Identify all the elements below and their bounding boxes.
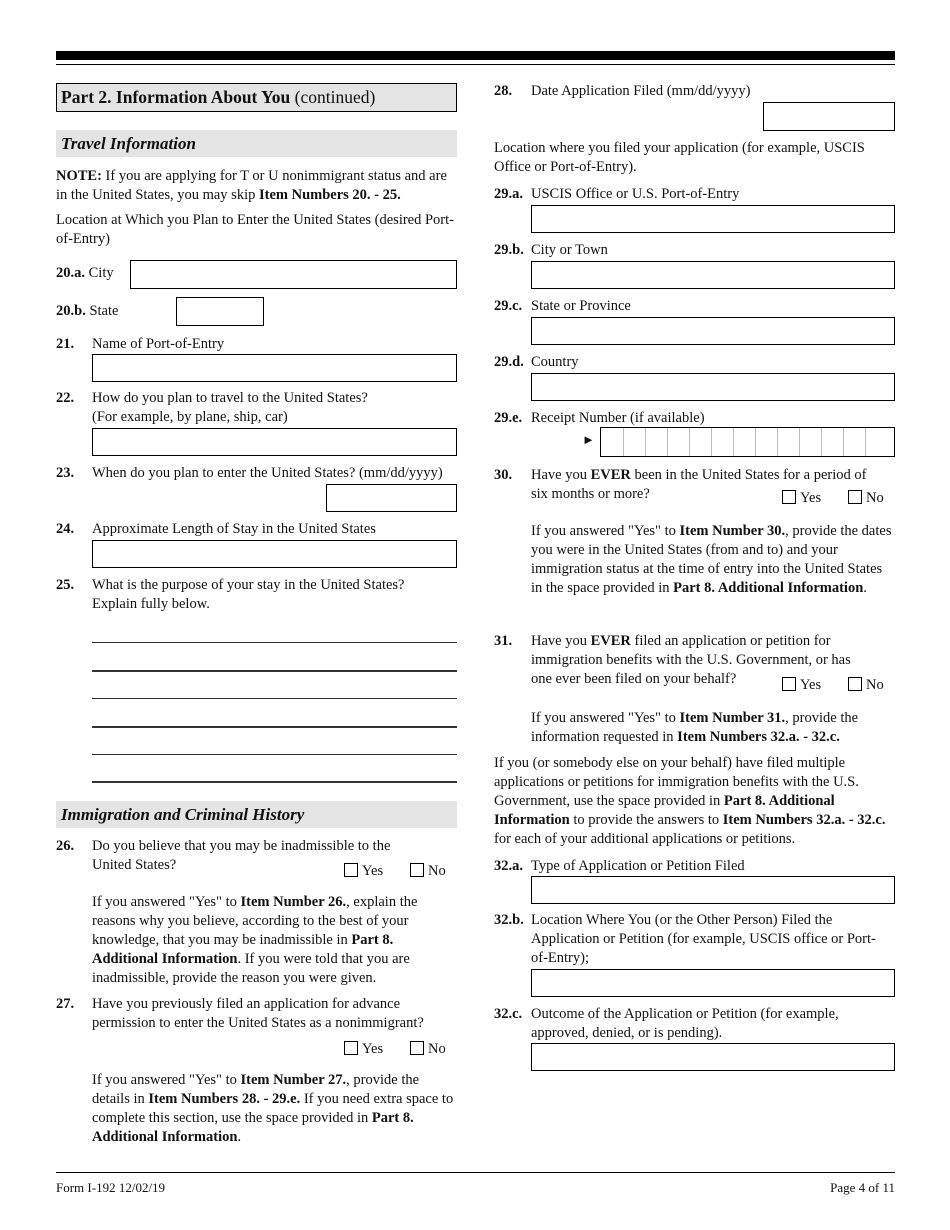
- application-type-input[interactable]: [531, 876, 895, 904]
- multiple-c: to provide the answers to: [569, 812, 723, 828]
- header-rule-thick: [56, 51, 895, 60]
- travel-method-input[interactable]: [92, 428, 457, 456]
- q26-expl-b: Item Number 26.: [240, 894, 347, 910]
- q20a-label: [56, 264, 114, 283]
- q30-label-a: Have you: [531, 467, 591, 483]
- location-intro: Location at Which you Plan to Enter the United States (desired Port-of-Entry): [56, 212, 454, 247]
- q27-no-option[interactable]: [410, 1040, 446, 1059]
- note-items: Item Numbers 20. - 25.: [258, 187, 401, 203]
- q30-expl-c: , provide the dates you were in the United States (from and to) and your immigration status at the time of entry into the United States in the space provided in: [531, 523, 892, 596]
- q29e-num: 29.e.: [494, 410, 523, 426]
- form-id: Form I-192 12/02/19: [56, 1180, 166, 1195]
- port-of-entry-input[interactable]: [92, 354, 457, 382]
- city-or-town-input[interactable]: [531, 261, 895, 289]
- q30-yes-option[interactable]: [782, 489, 821, 508]
- q27-yes-label: Yes: [362, 1041, 384, 1057]
- q26-no-option[interactable]: [410, 862, 446, 881]
- q29a-label: USCIS Office or U.S. Port-of-Entry: [531, 186, 740, 202]
- note-paragraph: [56, 167, 460, 205]
- q26-expl-e: . If you were told that you are inadmissible, provide the reason you were given.: [92, 951, 410, 986]
- part-title-bold: Part 2. Information About You: [61, 87, 291, 107]
- q26-num: 26.: [56, 838, 75, 854]
- q31-no-option[interactable]: [848, 676, 884, 695]
- q26-label: Do you believe that you may be inadmissible to the: [92, 838, 391, 854]
- q30-no-option[interactable]: [848, 489, 884, 508]
- q31-yes-checkbox[interactable]: [782, 677, 796, 691]
- q20b-num: 20.b.: [56, 303, 86, 319]
- receipt-cell-divider: [645, 428, 646, 456]
- receipt-arrow-icon: ►: [582, 432, 595, 447]
- q32c-label: Outcome of the Application or Petition (for example, approved, denied, or is pending).: [531, 1006, 839, 1041]
- q26-explanation: [92, 893, 454, 988]
- q30-explanation: [531, 522, 893, 598]
- q31-label-c: filed an application or petition for: [630, 633, 831, 649]
- country-input[interactable]: [531, 373, 895, 401]
- q27-expl-d: Item Numbers 28. - 29.e.: [148, 1091, 301, 1107]
- q25-num: 25.: [56, 577, 75, 593]
- filing-location-input[interactable]: [531, 969, 895, 997]
- note-label: NOTE:: [56, 168, 102, 184]
- q29a-num: 29.a.: [494, 186, 523, 202]
- q31-yes-label: Yes: [800, 677, 822, 693]
- q27-yes-checkbox[interactable]: [344, 1041, 358, 1055]
- q31-expl-c: , provide the information requested in: [531, 710, 859, 745]
- receipt-cell-divider: [733, 428, 734, 456]
- q30-expl-b: Item Number 30.: [679, 523, 786, 539]
- application-date-input[interactable]: [763, 102, 895, 131]
- q30-label-2: six months or more?: [531, 486, 650, 502]
- q31-yes-option[interactable]: [782, 676, 821, 695]
- q20a-text: City: [88, 265, 114, 281]
- q21-label: Name of Port-of-Entry: [92, 336, 225, 352]
- receipt-cell-divider: [689, 428, 690, 456]
- q31-label-a: Have you: [531, 633, 591, 649]
- q30-num: 30.: [494, 467, 513, 483]
- q32a-label: Type of Application or Petition Filed: [531, 858, 745, 874]
- entry-date-input[interactable]: [326, 484, 457, 512]
- q22-label-2: (For example, by plane, ship, car): [92, 409, 288, 425]
- q29b-label: City or Town: [531, 242, 608, 258]
- q29d-num: 29.d.: [494, 354, 524, 370]
- multiple-a: If you (or somebody else on your behalf) have filed multiple applications or petitions for immigration benefits with the U.S. Government, use the space provided in: [494, 755, 859, 809]
- application-outcome-input[interactable]: [531, 1043, 895, 1071]
- length-of-stay-input[interactable]: [92, 540, 457, 568]
- q27-expl-g: .: [237, 1129, 242, 1145]
- receipt-number-input[interactable]: [600, 427, 895, 457]
- q26-yes-option[interactable]: [344, 862, 383, 881]
- location-filed-intro: Location where you filed your application (for example, USCIS Office or Port-of-Entry).: [494, 140, 865, 175]
- q22-label: How do you plan to travel to the United States?: [92, 390, 368, 406]
- q30-yes-label: Yes: [800, 490, 822, 506]
- q31-expl-d: Item Numbers 32.a. - 32.c.: [677, 729, 840, 745]
- q27-label: Have you previously filed an application for advance: [92, 996, 401, 1012]
- section-travel-information: Travel Information: [56, 130, 457, 157]
- q26-no-checkbox[interactable]: [410, 863, 424, 877]
- q27-num: 27.: [56, 996, 75, 1012]
- q29c-label: State or Province: [531, 298, 631, 314]
- receipt-cell-divider: [821, 428, 822, 456]
- header-rule-thin: [56, 64, 895, 65]
- q30-no-checkbox[interactable]: [848, 490, 862, 504]
- q28-num: 28.: [494, 83, 513, 99]
- receipt-cell-divider: [623, 428, 624, 456]
- section-immigration-criminal-history: Immigration and Criminal History: [56, 801, 457, 828]
- q32b-num: 32.b.: [494, 912, 524, 928]
- q27-no-checkbox[interactable]: [410, 1041, 424, 1055]
- q31-label: [531, 632, 895, 651]
- q30-no-label: No: [866, 490, 884, 506]
- purpose-line-4[interactable]: [92, 726, 457, 728]
- purpose-line-6[interactable]: [92, 781, 457, 783]
- purpose-line-2[interactable]: [92, 670, 457, 672]
- q26-expl-a: If you answered "Yes" to: [92, 894, 241, 910]
- q29b-num: 29.b.: [494, 242, 524, 258]
- q31-expl-b: Item Number 31.: [679, 710, 786, 726]
- multiple-b: Part 8. Additional Information: [494, 793, 835, 828]
- q24-label: Approximate Length of Stay in the United States: [92, 521, 376, 537]
- receipt-cell-divider: [755, 428, 756, 456]
- q20b-label: [56, 302, 118, 321]
- q25-label: What is the purpose of your stay in the United States?: [92, 577, 405, 593]
- q27-label-2: permission to enter the United States as a nonimmigrant?: [92, 1015, 424, 1031]
- q31-no-checkbox[interactable]: [848, 677, 862, 691]
- uscis-office-input[interactable]: [531, 205, 895, 233]
- q26-yes-label: Yes: [362, 863, 384, 879]
- footer-rule: [56, 1172, 895, 1173]
- q31-label-2: immigration benefits with the U.S. Government, or has: [531, 652, 851, 668]
- q31-label-3: one ever been filed on your behalf?: [531, 671, 737, 687]
- q28-label: Date Application Filed (mm/dd/yyyy): [531, 83, 751, 99]
- q26-yes-checkbox[interactable]: [344, 863, 358, 877]
- receipt-cell-divider: [777, 428, 778, 456]
- q30-label-ever: EVER: [590, 467, 631, 483]
- receipt-cell-divider: [711, 428, 712, 456]
- q32b-label: Location Where You (or the Other Person) Filed the Application or Petition (for example, USCIS office or Port-of-Entry);: [531, 912, 876, 966]
- page-number: Page 4 of 11: [830, 1180, 895, 1195]
- multiple-e: for each of your additional applications or petitions.: [494, 831, 796, 847]
- q26-expl-d: Part 8. Additional Information: [92, 932, 394, 967]
- q32c-num: 32.c.: [494, 1006, 523, 1022]
- purpose-line-1[interactable]: [92, 642, 457, 643]
- q31-no-label: No: [866, 677, 884, 693]
- part-title: [56, 83, 457, 112]
- q31-label-ever: EVER: [590, 633, 631, 649]
- multiple-d: Item Numbers 32.a. - 32.c.: [722, 812, 886, 828]
- state-or-province-input[interactable]: [531, 317, 895, 345]
- receipt-cell-divider: [843, 428, 844, 456]
- q30-expl-a: If you answered "Yes" to: [531, 523, 680, 539]
- q29d-label: Country: [531, 354, 579, 370]
- q31-num: 31.: [494, 633, 513, 649]
- q27-expl-c: , provide the details in: [92, 1072, 420, 1107]
- q27-no-label: No: [428, 1041, 446, 1057]
- q20b-text: State: [89, 303, 119, 319]
- q27-explanation: [92, 1071, 454, 1147]
- q27-expl-a: If you answered "Yes" to: [92, 1072, 241, 1088]
- q27-yes-option[interactable]: [344, 1040, 383, 1059]
- note-text: If you are applying for T or U nonimmigrant status and are in the United States, you may skip: [56, 168, 447, 203]
- q22-num: 22.: [56, 390, 75, 406]
- q32a-num: 32.a.: [494, 858, 523, 874]
- q27-expl-b: Item Number 27.: [240, 1072, 347, 1088]
- multiple-applications-paragraph: [494, 754, 898, 849]
- q30-expl-d: Part 8. Additional Information: [673, 580, 864, 596]
- q26-label-2: United States?: [92, 857, 177, 873]
- q24-num: 24.: [56, 521, 75, 537]
- q30-yes-checkbox[interactable]: [782, 490, 796, 504]
- q27-expl-e: If you need extra space to complete this section, use the space provided in: [92, 1091, 454, 1126]
- q31-expl-a: If you answered "Yes" to: [531, 710, 680, 726]
- q31-explanation: [531, 709, 893, 747]
- q26-no-label: No: [428, 863, 446, 879]
- q26-expl-c: , explain the reasons why you believe, according to the best of your knowledge, that you may be inadmissible in: [92, 894, 418, 948]
- city-input[interactable]: [130, 260, 457, 289]
- q29e-label: Receipt Number (if available): [531, 410, 705, 426]
- q23-label: When do you plan to enter the United States? (mm/dd/yyyy): [92, 465, 443, 481]
- purpose-line-3[interactable]: [92, 698, 457, 699]
- receipt-cell-divider: [799, 428, 800, 456]
- receipt-cell-divider: [865, 428, 866, 456]
- q20a-num: 20.a.: [56, 265, 85, 281]
- q30-expl-e: .: [863, 580, 867, 596]
- receipt-cell-divider: [667, 428, 668, 456]
- q29c-num: 29.c.: [494, 298, 523, 314]
- q25-label-2: Explain fully below.: [92, 596, 210, 612]
- q30-label-c: been in the United States for a period of: [630, 467, 867, 483]
- q30-label: [531, 466, 895, 485]
- part-title-rest: (continued): [290, 87, 376, 107]
- q27-expl-f: Part 8. Additional Information: [92, 1110, 414, 1145]
- q21-num: 21.: [56, 336, 75, 352]
- q23-num: 23.: [56, 465, 75, 481]
- state-input[interactable]: [176, 297, 264, 326]
- purpose-line-5[interactable]: [92, 754, 457, 755]
